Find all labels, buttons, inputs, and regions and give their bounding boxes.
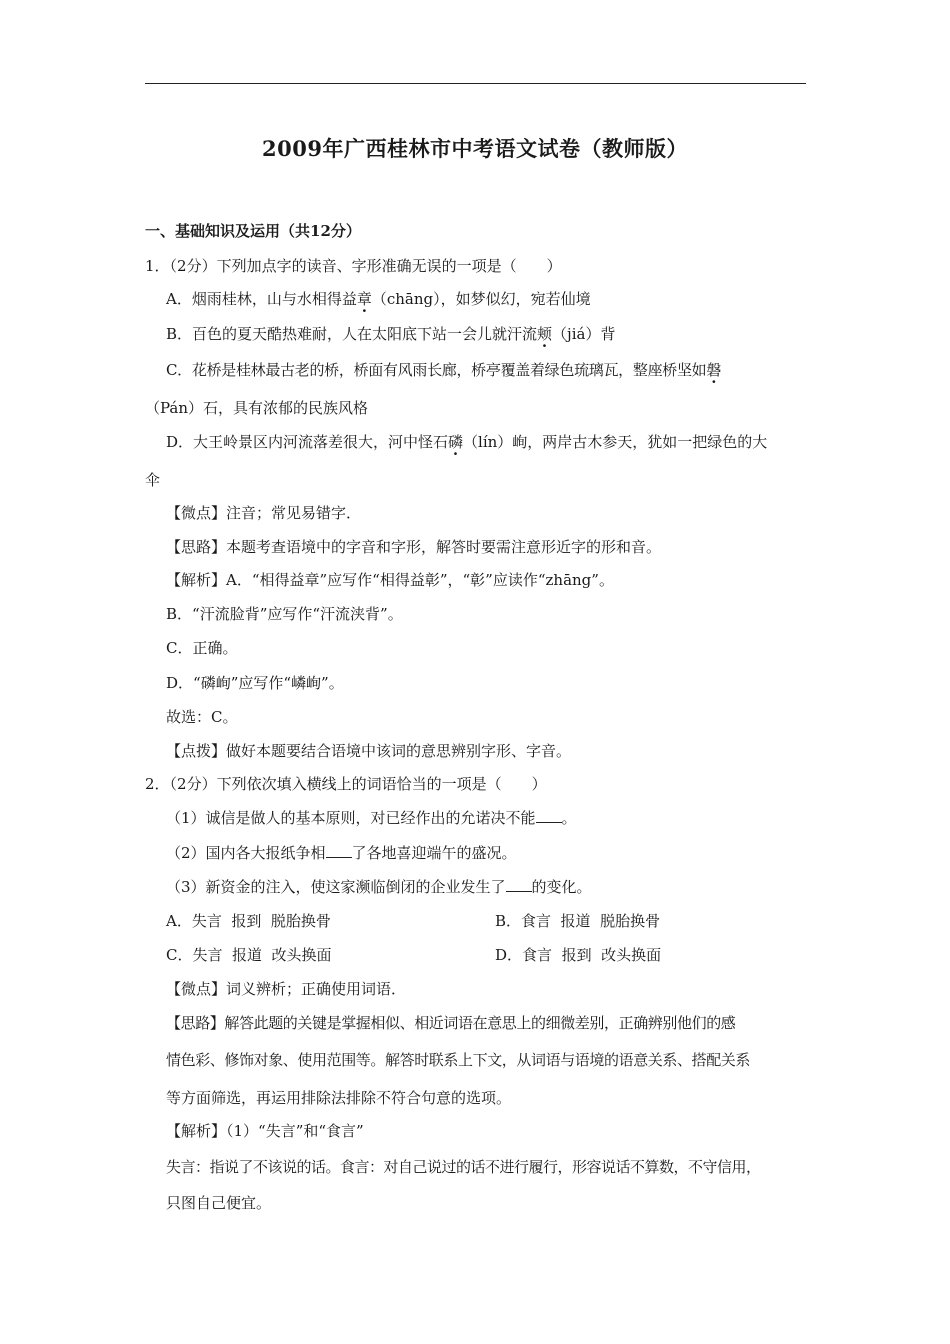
q1-jiexi-d: D．“磷峋”应写作“嶙峋”。 bbox=[166, 674, 344, 692]
q2-sentence-3-end: 的变化。 bbox=[531, 878, 592, 896]
q2-sentence-2-text: （2）国内各大报纸争相 bbox=[166, 844, 326, 862]
q1-option-b-text: B．百色的夏天酷热难耐，人在太阳底下站一会儿就汗流 bbox=[166, 325, 538, 343]
header-rule bbox=[145, 83, 806, 84]
q2-option-c: C．失言 报道 改头换面 bbox=[166, 946, 332, 964]
section-heading: 一、基础知识及运用（共12分） bbox=[145, 222, 361, 240]
q2-definition-line1: 失言：指说了不该说的话。食言：对自己说过的话不进行履行，形容说话不算数，不守信用， bbox=[166, 1158, 761, 1176]
q1-option-a-dotted-char: 章 bbox=[356, 290, 372, 308]
q2-sentence-1 bbox=[166, 808, 577, 828]
q1-option-a-text-end: （chāng），如梦似幻，宛若仙境 bbox=[371, 290, 591, 308]
q1-option-c-line1 bbox=[166, 360, 721, 380]
page-title: 2009年广西桂林市中考语文试卷（教师版） bbox=[262, 136, 688, 161]
question-2-stem: 2．（2分）下列依次填入横线上的词语恰当的一项是（ ） bbox=[145, 775, 547, 793]
q2-silu-line3: 等方面筛选，再运用排除法排除不符合句意的选项。 bbox=[166, 1089, 512, 1107]
q1-weidian: 【微点】注音；常见易错字． bbox=[166, 504, 362, 522]
q1-jiexi: 【解析】A．“相得益章”应写作“相得益彰”，“彰”应读作“zhāng”。 bbox=[166, 571, 614, 589]
q1-dianbo: 【点拨】做好本题要结合语境中该词的意思辨别字形、字音。 bbox=[166, 742, 572, 760]
q2-sentence-2-end: 了各地喜迎端午的盛况。 bbox=[351, 844, 517, 862]
q2-option-a: A．失言 报到 脱胎换骨 bbox=[166, 912, 331, 930]
q2-weidian: 【微点】词义辨析；正确使用词语． bbox=[166, 980, 407, 998]
q2-silu-line1: 【思路】解答此题的关键是掌握相似、相近词语在意思上的细微差别，正确辨别他们的感 bbox=[166, 1014, 736, 1032]
q1-jiexi-b: B．“汗流脸背”应写作“汗流浃背”。 bbox=[166, 605, 403, 623]
q2-silu-line2: 情色彩、修饰对象、使用范围等。解答时联系上下文，从词语与语境的语意关系、搭配关系 bbox=[166, 1051, 751, 1069]
q1-jiexi-c: C．正确。 bbox=[166, 639, 238, 657]
blank-line bbox=[536, 808, 562, 823]
q2-option-d: D．食言 报到 改头换面 bbox=[495, 946, 662, 964]
q1-option-a-text: A．烟雨桂林，山与水相得益 bbox=[166, 290, 357, 308]
q2-definition-line2: 只图自己便宜。 bbox=[166, 1194, 272, 1212]
q1-option-c-line2: （Pán）石，具有浓郁的民族风格 bbox=[145, 399, 369, 417]
q1-option-d-dotted-char: 磷 bbox=[448, 433, 464, 451]
q2-sentence-2 bbox=[166, 843, 517, 863]
q1-option-c-text: C．花桥是桂林最古老的桥，桥面有风雨长廊，桥亭覆盖着绿色琉璃瓦，整座桥坚如 bbox=[166, 361, 707, 379]
blank-line bbox=[326, 843, 352, 858]
q1-option-b-dotted-char: 颊 bbox=[537, 325, 553, 343]
q2-jiexi: 【解析】（1）“失言”和“食言” bbox=[166, 1122, 364, 1140]
q1-option-b bbox=[166, 324, 615, 344]
blank-line bbox=[506, 877, 532, 892]
q1-option-d-text-end: （lín）峋，两岸古木参天，犹如一把绿色的大 bbox=[463, 433, 768, 451]
q1-option-d-line2: 伞 bbox=[145, 471, 161, 489]
q2-option-b: B．食言 报道 脱胎换骨 bbox=[495, 912, 661, 930]
q1-option-c-dotted-char: 磐 bbox=[706, 361, 722, 379]
q2-sentence-1-end: 。 bbox=[561, 809, 577, 827]
q2-sentence-3 bbox=[166, 877, 592, 897]
q2-sentence-3-text: （3）新资金的注入，使这家濒临倒闭的企业发生了 bbox=[166, 878, 506, 896]
q1-silu: 【思路】本题考查语境中的字音和字形，解答时要需注意形近字的形和音。 bbox=[166, 538, 662, 556]
q1-option-d-line1 bbox=[166, 432, 767, 452]
question-1-stem: 1．（2分）下列加点字的读音、字形准确无误的一项是（ ） bbox=[145, 257, 562, 275]
q1-option-b-text-end: （jiá）背 bbox=[552, 325, 616, 343]
q1-option-a bbox=[166, 289, 591, 309]
q1-option-d-text: D．大王岭景区内河流落差很大，河中怪石 bbox=[166, 433, 449, 451]
q1-answer: 故选：C。 bbox=[166, 708, 238, 726]
q2-sentence-1-text: （1）诚信是做人的基本原则，对已经作出的允诺决不能 bbox=[166, 809, 536, 827]
